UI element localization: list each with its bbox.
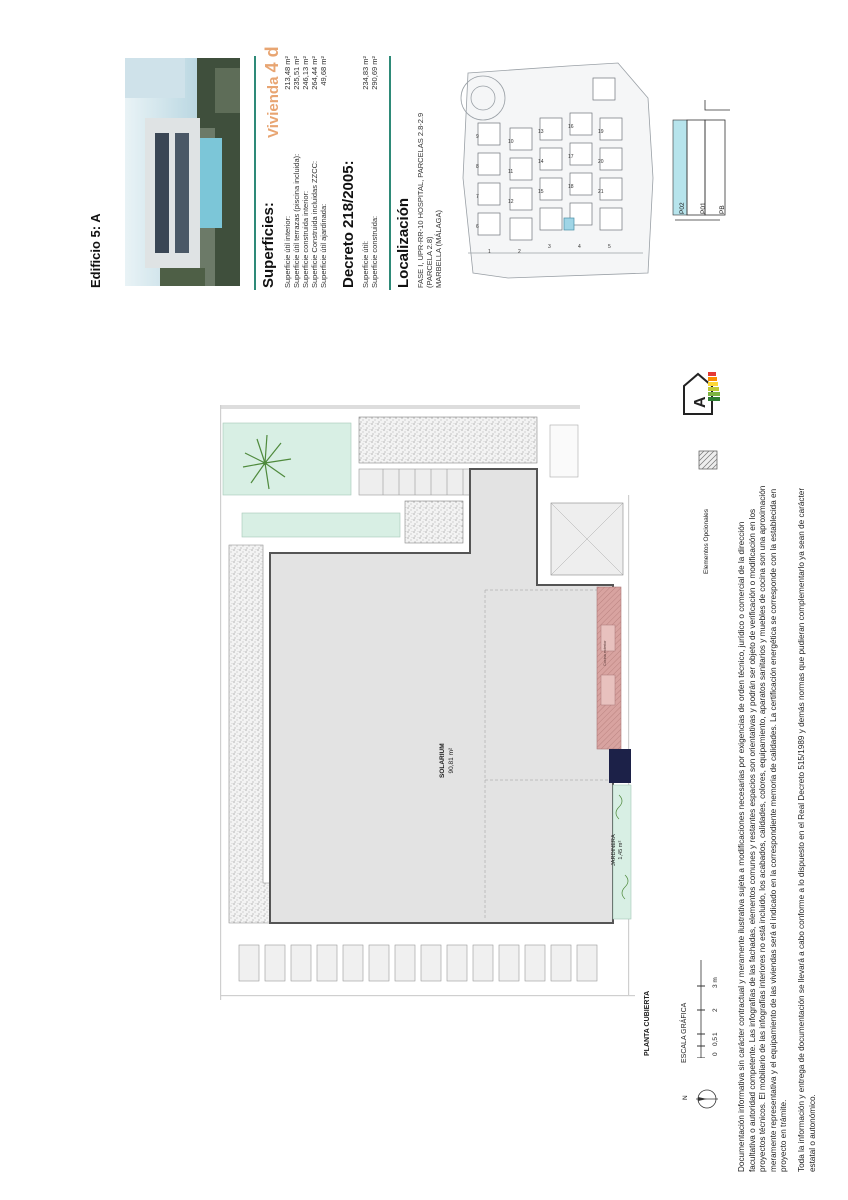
level-pb: PB: [719, 205, 726, 214]
scale-label: ESCALA GRÁFICA: [681, 1002, 688, 1063]
section-diagram: [670, 100, 730, 250]
site-map: [448, 58, 660, 280]
sup-row: Superficie construida interior: 246,13 m²: [301, 56, 310, 288]
sup-row: Superficie útil terrazas (piscina incluida): 235,51 m²: [292, 56, 301, 288]
legal-line: estatal o autonómico.: [807, 1094, 817, 1172]
building-title: Edificio 5: A: [88, 213, 103, 288]
address-line: MARBELLA (MÁLAGA): [434, 210, 443, 288]
plot-label: 21: [598, 189, 604, 195]
plot-label: 3: [548, 244, 551, 250]
scale-tick-1: 1: [712, 1032, 719, 1036]
kitchen-label: Cocina exterior: [603, 640, 607, 666]
plan-title: PLANTA CUBIERTA: [644, 990, 651, 1056]
solarium-label: SOLARIUM 90,81 m²: [439, 743, 455, 778]
legal-line: Toda la información y entrega de documentación se llevará a cabo conforme a lo dispuesto en el Real Decreto 515/1989 y demás normas que pudieran complementarlo ya sean de carácter: [797, 487, 806, 1172]
vivienda-prefix: Vivienda: [265, 76, 282, 138]
address-line: (PARCELA 2.8): [425, 236, 434, 288]
level-p01: P01: [700, 202, 707, 214]
jardinera-label: JARDINERA 1,45 m²: [611, 834, 624, 866]
plot-label: 17: [568, 154, 574, 160]
localizacion-heading: Localización: [395, 197, 412, 288]
decreto-table: [361, 56, 379, 288]
scale-tick-3: 3 m: [712, 977, 719, 988]
plot-label: 20: [598, 159, 604, 165]
disclaimer-line: Documentación informativa sin carácter contractual y meramente ilustrativa sujeta a modificaciones necesarias por exigencias de orden técnico, jurídico o comercial de la dirección: [737, 521, 746, 1172]
dec-row: Superficie útil: 234,83 m²: [361, 56, 370, 288]
plot-label: 7: [476, 194, 479, 200]
disclaimer-text: [737, 486, 790, 1172]
solarium-area: 90,81 m²: [448, 747, 455, 774]
plot-label: 11: [508, 169, 514, 175]
plot-label: 19: [598, 129, 604, 135]
plot-label: 2: [518, 249, 521, 255]
scale-tick-0: 0: [712, 1052, 719, 1056]
legend-hatch-icon: [698, 450, 718, 470]
sup-row: Superficie útil interior: 213,48 m²: [283, 56, 292, 288]
superficies-table: [283, 56, 328, 288]
localizacion-address: [416, 113, 443, 288]
superficies-heading: Superficies:: [260, 202, 277, 288]
disclaimer-line: proyectos técnicos. El mobiliario de las infografías interiores no está incluido, los acabados, calidades, colores, equipamiento, aparatos sanitarios y muebles de cocina son una aproximación: [758, 485, 768, 1172]
plot-label: 13: [538, 129, 544, 135]
plot-label: 18: [568, 184, 574, 190]
decreto-heading: Decreto 218/2005:: [340, 160, 357, 288]
disclaimer-line: facultativa o autoridad competente. Las infografías de las fachadas, elementos comunes y restantes espacios son orientativas y podrán ser objeto de verificación o modificación en los: [747, 508, 757, 1172]
legal-text: [797, 488, 818, 1172]
plot-label: 15: [538, 189, 544, 195]
vivienda-number: 4 d: [262, 46, 282, 73]
legend-optional-label: Elementos Opcionales: [703, 508, 710, 574]
plot-label: 14: [538, 159, 544, 165]
scale-tick-05: 0,5: [712, 1036, 719, 1046]
plot-label: 5: [608, 244, 611, 250]
accent-bar-2: [389, 56, 391, 290]
scale-tick-2: 2: [712, 1008, 719, 1012]
plot-label: 6: [476, 224, 479, 230]
sup-row: Superficie Construida incluidas ZZCC: 264,44 m²: [310, 56, 319, 288]
plot-label: 9: [476, 134, 479, 140]
floor-plan: [215, 405, 635, 1000]
disclaimer-line: proyecto en trámite.: [779, 1099, 789, 1172]
plot-label: 16: [568, 124, 574, 130]
north-label: N: [682, 1095, 689, 1100]
dec-row: Superficie construida: 290,69 m²: [370, 56, 379, 288]
energy-class: A: [692, 396, 709, 408]
level-p02: P02: [679, 202, 686, 214]
plot-label: 4: [578, 244, 581, 250]
accent-bar-1: [254, 56, 256, 290]
plot-label: 12: [508, 199, 514, 205]
plot-label: 10: [508, 139, 514, 145]
disclaimer-line: meramente representativa y el equipamiento de las viviendas será el indicado en la correspondiente memoria de calidades. La certificación energética se corresponde con la establecida en: [768, 488, 778, 1172]
sup-row: Superficie útil ajardinada: 49,68 m²: [319, 56, 328, 288]
vivienda-badge: [262, 46, 283, 138]
scale-bar: [694, 958, 708, 1058]
plot-label: 8: [476, 164, 479, 170]
rendering-photo: [125, 58, 240, 286]
address-line: FASE I, UPR-RR-10 HOSPITAL, PARCELAS 2.8-2.9: [416, 112, 425, 288]
jardinera-area: 1,45 m²: [618, 840, 624, 860]
north-arrow-icon: [692, 1084, 722, 1114]
plot-label: 1: [488, 249, 491, 255]
energy-rating-icon: [680, 368, 720, 418]
